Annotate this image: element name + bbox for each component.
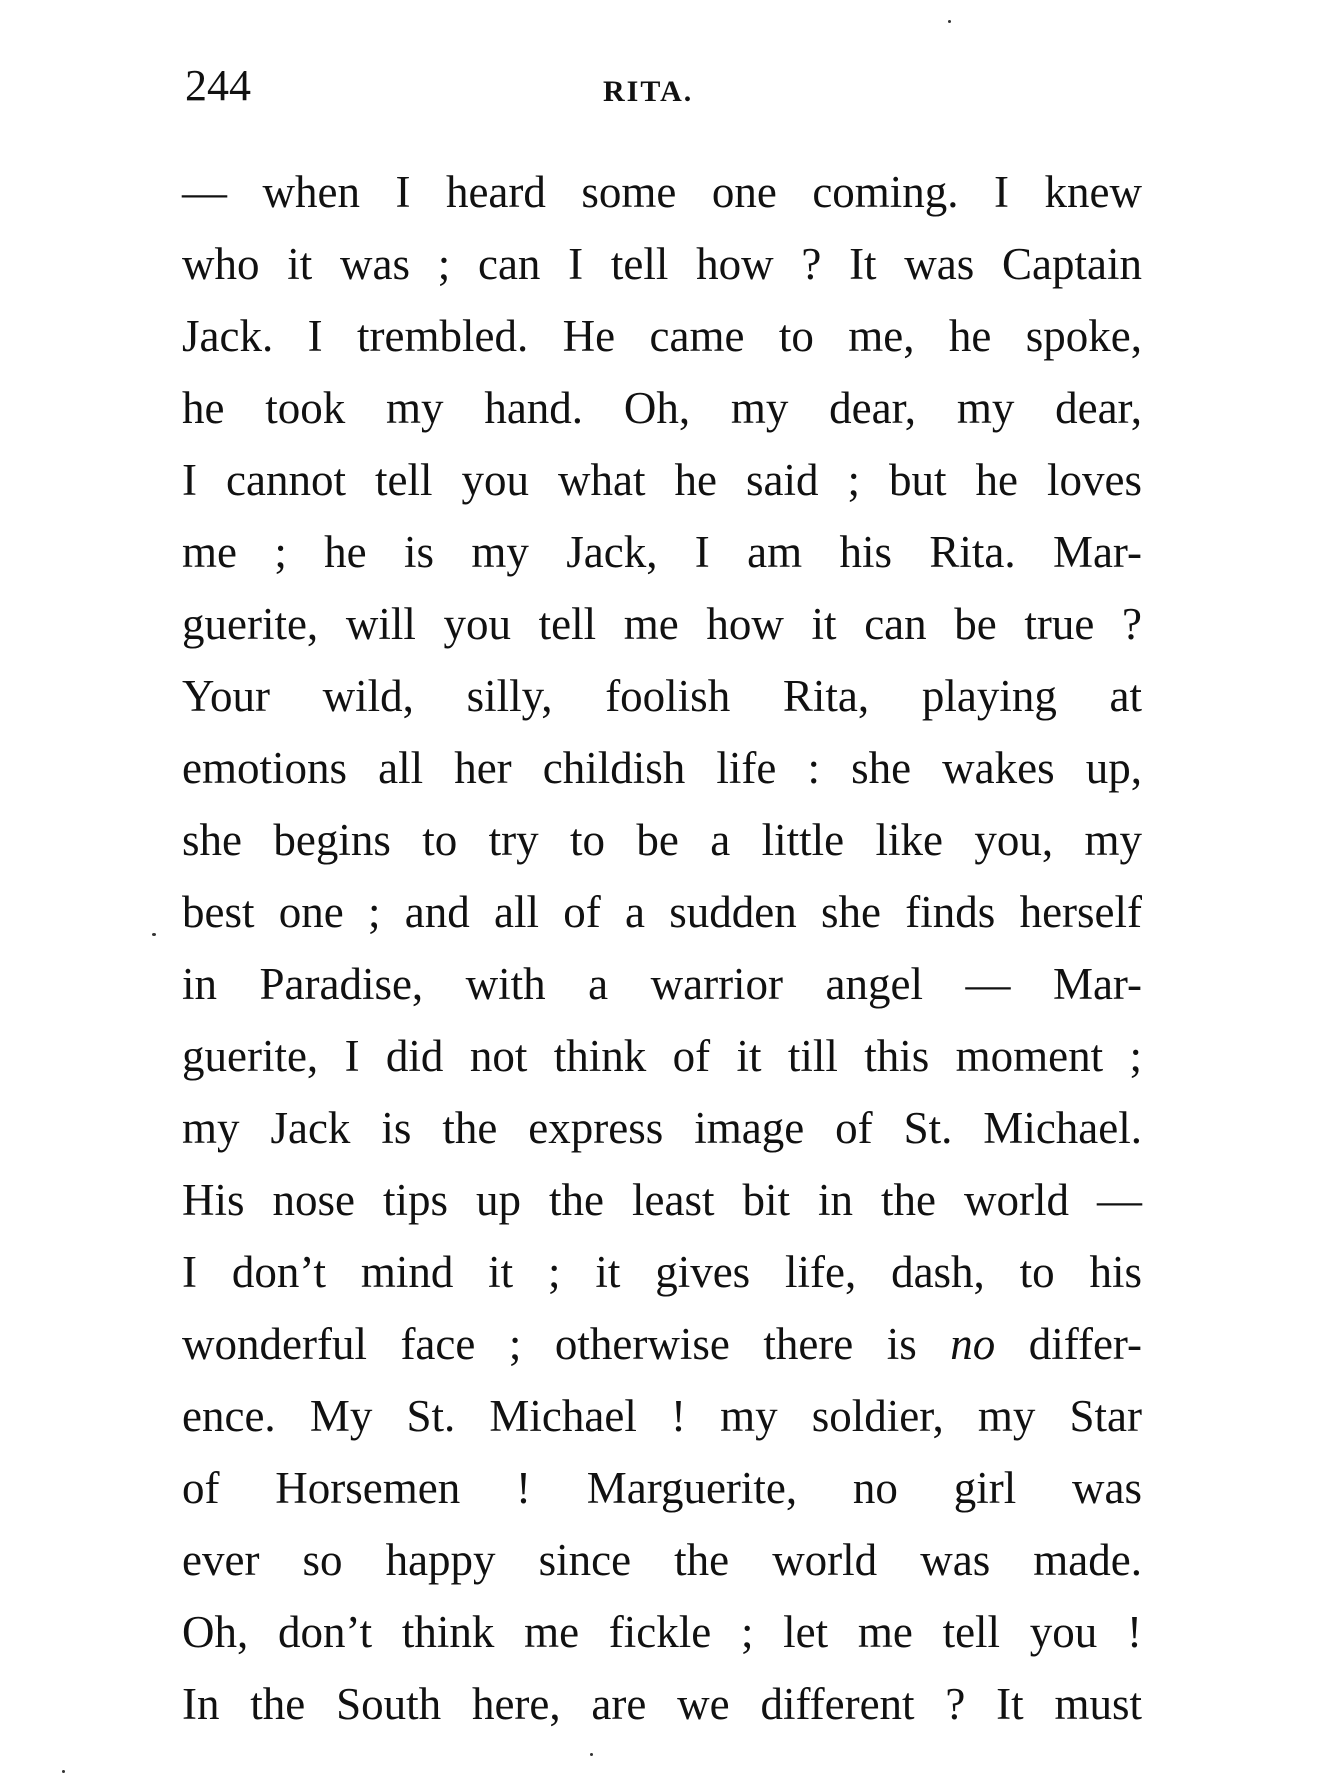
scan-speck xyxy=(590,1753,593,1756)
text-line: ever so happy since the world was made. xyxy=(182,1535,1142,1585)
text-line: me ; he is my Jack, I am his Rita. Mar- xyxy=(182,527,1142,577)
text-line: my Jack is the express image of St. Michael. xyxy=(182,1103,1142,1153)
running-title: RITA. xyxy=(603,75,694,108)
italic-word: no xyxy=(950,1319,996,1369)
text-line: I cannot tell you what he said ; but he loves xyxy=(182,455,1142,505)
scan-speck xyxy=(948,20,951,23)
text-line: she begins to try to be a little like you, my xyxy=(182,815,1142,865)
text-segment: differ- xyxy=(995,1319,1143,1369)
text-line: ence. My St. Michael ! my soldier, my Star xyxy=(182,1391,1142,1441)
scan-speck xyxy=(152,933,156,936)
text-line: In the South here, are we different ? It must xyxy=(182,1679,1142,1729)
text-line: I don’t mind it ; it gives life, dash, to his xyxy=(182,1247,1142,1297)
scan-speck xyxy=(62,1770,65,1773)
text-line: guerite, I did not think of it till this moment ; xyxy=(182,1031,1142,1081)
text-line: of Horsemen ! Marguerite, no girl was xyxy=(182,1463,1142,1513)
text-line xyxy=(182,1308,1142,1380)
text-line: best one ; and all of a sudden she finds herself xyxy=(182,887,1142,937)
body-text xyxy=(182,156,1142,1740)
running-head xyxy=(185,56,1155,116)
text-segment: wonderful face ; otherwise there is xyxy=(182,1319,951,1369)
text-line: in Paradise, with a warrior angel — Mar- xyxy=(182,959,1142,1009)
text-line: — when I heard some one coming. I knew xyxy=(182,167,1142,217)
page-number: 244 xyxy=(185,61,251,110)
text-line: who it was ; can I tell how ? It was Captain xyxy=(182,239,1142,289)
text-line: emotions all her childish life : she wakes up, xyxy=(182,743,1142,793)
text-line: Oh, don’t think me fickle ; let me tell you ! xyxy=(182,1607,1142,1657)
text-line: Your wild, silly, foolish Rita, playing at xyxy=(182,671,1142,721)
text-line: Jack. I trembled. He came to me, he spoke, xyxy=(182,311,1142,361)
text-line: he took my hand. Oh, my dear, my dear, xyxy=(182,383,1142,433)
text-line: guerite, will you tell me how it can be true ? xyxy=(182,599,1142,649)
text-line: His nose tips up the least bit in the world — xyxy=(182,1175,1142,1225)
